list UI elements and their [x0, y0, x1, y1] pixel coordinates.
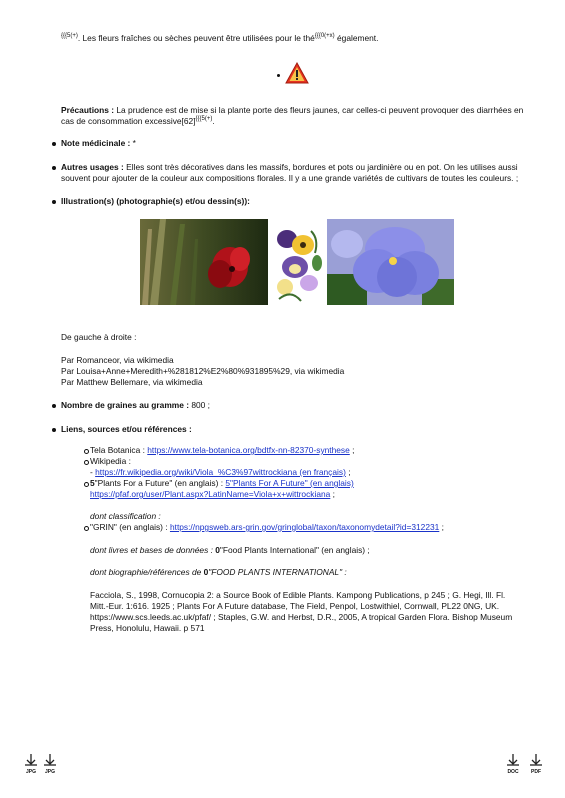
credit-line: Par Romanceor, via wikimedia	[61, 355, 174, 365]
pfaf-link[interactable]: 5"Plants For A Future" (en anglais)	[225, 478, 354, 488]
precautions: Précautions : La prudence est de mise si la plante porte des fleurs jaunes, car celles-ci peuvent provoquer des diarrhées en cas de consommation $excessive[62]^{\{\{\{5(+)}$.	[61, 105, 524, 126]
classification-label: dont classification :	[90, 511, 161, 521]
ref-wikipedia: Wikipedia :	[90, 456, 131, 466]
autres-usages: Autres usages : Elles sont très décoratives dans les massifs, bordures et pots ou jardinière ou en pot. On les utilises aussi souvent pour ajouter de la couleur aux compositions florales. Il y a une grande variétés de cultivars de toutes les couleurs. ;	[61, 162, 519, 183]
tela-link[interactable]: https://www.tela-botanica.org/bdtfx-nn-82370-synthese	[147, 445, 350, 455]
biblio-line: Mitt.-Eur. 1:616. 1925 ; Plants For A Future database, The Field, Penpol, Lostwithiel, Cornwall, PL22 0NG, UK.	[90, 601, 500, 611]
biblio-line: https://www.scs.leeds.ac.uk/pfaf/ ; Staples, G.W. and Herbst, D.R., 2005, A tropical Garden Flora. Bishop Museum	[90, 612, 513, 622]
biblio-line: Facciola, S., 1998, Cornucopia 2: a Source Book of Edible Plants. Kampong Publications, p 245 ; G. Hegi, Ill. Fl.	[90, 590, 506, 600]
nombre-graines: Nombre de graines au gramme : 800 ;	[61, 400, 210, 410]
photo-blue-pansy	[327, 219, 454, 305]
biblio-line: Press, Honolulu, Hawaii. p 571	[90, 623, 205, 633]
circle-bullet	[84, 460, 89, 465]
note-medicinale: Note médicinale : *	[61, 138, 136, 148]
ref-marker: {{{0(+x)	[314, 33, 335, 39]
photo-red-pansy	[140, 219, 268, 305]
download-icon	[503, 752, 523, 770]
wikipedia-link[interactable]: https://fr.wikipedia.org/wiki/Viola_%C3%97wittrockiana (en français)	[95, 467, 346, 477]
bullet	[52, 428, 56, 432]
download-icon	[40, 752, 60, 770]
bullet	[52, 166, 56, 170]
download-jpg-button[interactable]: JPG	[40, 752, 60, 778]
circle-bullet	[84, 526, 89, 531]
download-icon	[526, 752, 546, 770]
grin-link[interactable]: https://npgsweb.ars-grin.gov/gringlobal/taxon/taxonomydetail?id=312231	[169, 522, 440, 532]
bullet	[52, 404, 56, 408]
download-pdf-button[interactable]: PDF	[526, 752, 546, 778]
circle-bullet	[84, 449, 89, 454]
pfaf-url-link[interactable]: https://pfaf.org/user/Plant.aspx?LatinName=Viola+x+wittrockiana	[90, 489, 331, 499]
circle-bullet	[84, 482, 89, 487]
ref-tela: Tela Botanica : https://www.tela-botanica.org/bdtfx-nn-82370-synthese ;	[90, 445, 355, 455]
bullet	[52, 200, 56, 204]
download-jpg-button[interactable]: JPG	[21, 752, 41, 778]
credits-heading: De gauche à droite :	[61, 332, 137, 342]
top-paragraph: $^{\{\{\{5(+)}$. Les fleurs fraîches ou sèches peuvent être utilisées pour le thé$^{\{\{\{0(+x)}$ également.	[61, 33, 379, 43]
ref-grin: "GRIN" (en anglais) : https://npgsweb.ars-grin.gov/gringlobal/taxon/taxonomydetail?id=312231 ;	[90, 522, 444, 532]
illustrations-heading: Illustration(s) (photographie(s) et/ou dessin(s)):	[61, 196, 250, 206]
ref-pfaf-url: https://pfaf.org/user/Plant.aspx?LatinName=Viola+x+wittrockiana ;	[90, 489, 335, 499]
ref-pfaf: 5"Plants For a Future" (en anglais) : 5"Plants For A Future" (en anglais)	[90, 478, 354, 488]
ref-wikipedia-url: - https://fr.wikipedia.org/wiki/Viola_%C3%97wittrockiana (en français) ;	[90, 467, 351, 477]
credit-line: Par Louisa+Anne+Meredith+%281812%E2%80%931895%29, via wikimedia	[61, 366, 345, 376]
warning-icon	[285, 62, 309, 87]
ref-marker: {{{5(+)	[61, 33, 78, 39]
liens-heading: Liens, sources et/ou références :	[61, 424, 192, 434]
download-icon	[21, 752, 41, 770]
biographie-label: dont biographie/références de 0"FOOD PLANTS INTERNATIONAL" :	[90, 567, 347, 577]
download-doc-button[interactable]: DOC	[503, 752, 523, 778]
warning-bullet	[277, 74, 280, 77]
bullet	[52, 142, 56, 146]
livres-bases: dont livres et bases de données : 0"Food Plants International" (en anglais) ;	[90, 545, 370, 555]
illustration-pansy-drawing	[271, 219, 324, 305]
credit-line: Par Matthew Bellemare, via wikimedia	[61, 377, 203, 387]
